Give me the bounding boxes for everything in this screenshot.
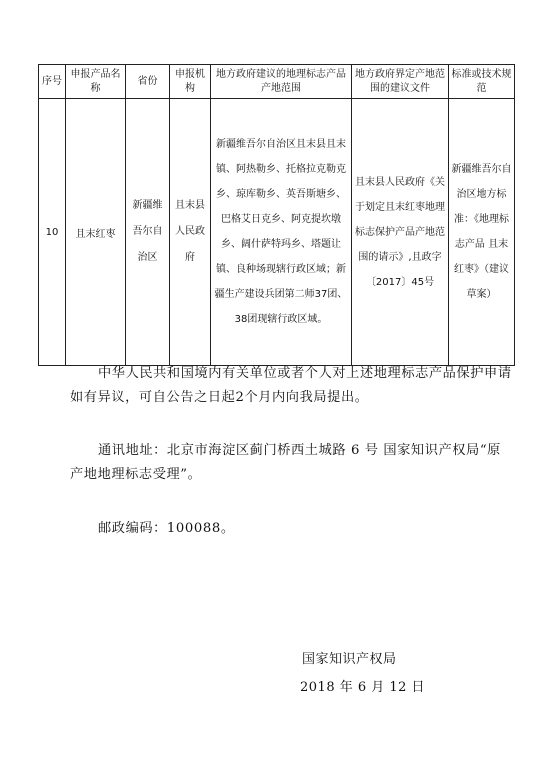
cell-serial-no: 10 (39, 99, 66, 366)
geographical-indication-table (38, 64, 515, 366)
cell-standard: 新疆维吾尔自治区地方标准：《地理标志产品 且末红枣》（建议草案） (449, 99, 515, 366)
postal-code-paragraph: 邮政编码：100088。 (98, 521, 235, 536)
header-province: 省份 (126, 65, 170, 99)
cell-scope-document: 且末县人民政府《关于划定且末红枣地理标志保护产品产地范围的请示》,且政字〔2017〕45号 (352, 99, 449, 366)
table-row (39, 99, 515, 366)
cell-product-name: 且末红枣 (66, 99, 126, 366)
address-paragraph: 通讯地址：北京市海淀区蓟门桥西土城路 6 号 国家知识产权局“原产地地理标志受理”。 (70, 443, 501, 482)
table-header-row (39, 65, 515, 99)
header-serial-no: 序号 (39, 65, 66, 99)
cell-province: 新疆维吾尔自治区 (126, 99, 170, 366)
cell-production-scope: 新疆维吾尔自治区且末县且末镇、阿热勒乡、托格拉克勒克乡、琼库勒乡、英吾斯塘乡、巴格艾日克乡、阿克提坎墩乡、阔什萨特玛乡、塔题让镇、良种场现辖行政区域；新疆生产建设兵团第二师37团、38团现辖行政区域。 (211, 99, 352, 366)
header-scope-document: 地方政府界定产地范围的建议文件 (352, 65, 449, 99)
issuing-organization: 国家知识产权局 (302, 652, 397, 667)
header-production-scope: 地方政府建议的地理标志产品产地范围 (211, 65, 352, 99)
issue-date: 2018 年 6 月 12 日 (300, 680, 426, 695)
header-applicant-agency: 申报机构 (170, 65, 211, 99)
header-product-name: 申报产品名称 (66, 65, 126, 99)
cell-applicant-agency: 且末县人民政府 (170, 99, 211, 366)
objection-paragraph: 中华人民共和国境内有关单位或者个人对上述地理标志产品保护申请如有异议，可自公告之日起2个月内向我局提出。 (70, 366, 512, 405)
header-standard: 标准或技术规范 (449, 65, 515, 99)
